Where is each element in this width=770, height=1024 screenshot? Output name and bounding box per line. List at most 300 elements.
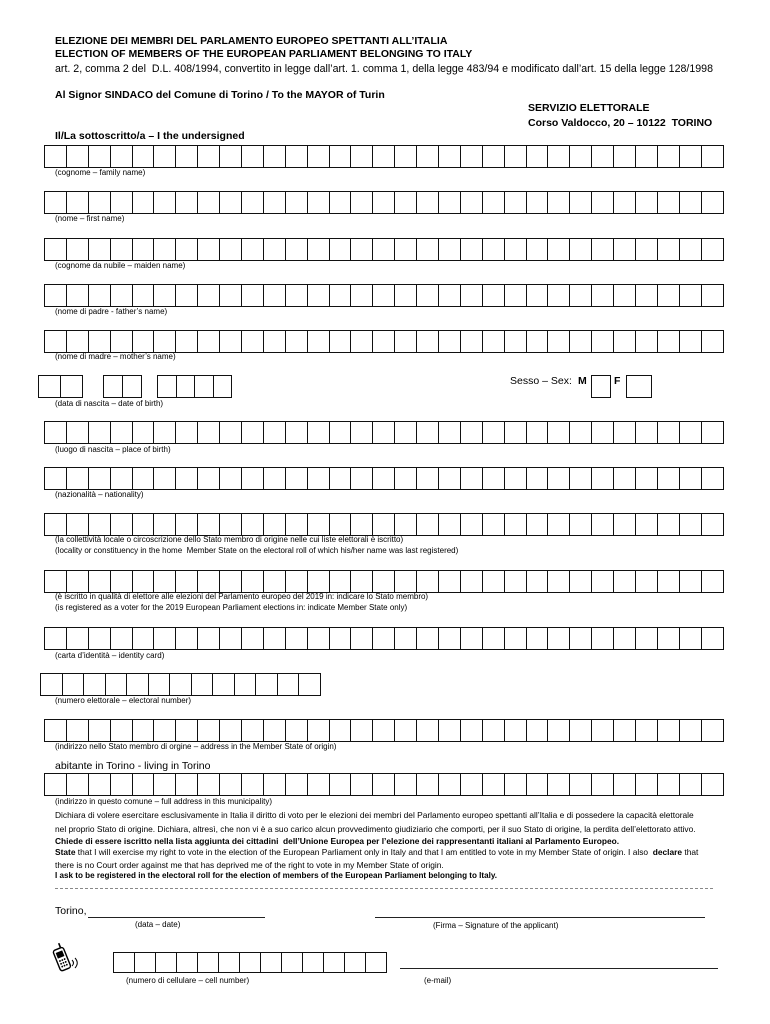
char-cell[interactable] bbox=[701, 331, 723, 352]
char-cell[interactable] bbox=[169, 674, 191, 695]
char-cell[interactable] bbox=[153, 331, 175, 352]
char-cell[interactable] bbox=[504, 285, 526, 306]
char-cell[interactable] bbox=[66, 239, 88, 260]
char-cell[interactable] bbox=[153, 468, 175, 489]
char-cell[interactable] bbox=[701, 514, 723, 535]
mother-name-boxes[interactable] bbox=[44, 330, 724, 353]
char-cell[interactable] bbox=[329, 774, 351, 795]
char-cell[interactable] bbox=[372, 571, 394, 592]
char-cell[interactable] bbox=[482, 628, 504, 649]
char-cell[interactable] bbox=[66, 514, 88, 535]
char-cell[interactable] bbox=[110, 628, 132, 649]
char-cell[interactable] bbox=[66, 146, 88, 167]
char-cell[interactable] bbox=[176, 376, 195, 397]
char-cell[interactable] bbox=[591, 774, 613, 795]
email-line[interactable] bbox=[400, 968, 718, 969]
char-cell[interactable] bbox=[701, 720, 723, 741]
char-cell[interactable] bbox=[88, 571, 110, 592]
char-cell[interactable] bbox=[350, 422, 372, 443]
char-cell[interactable] bbox=[281, 953, 302, 972]
char-cell[interactable] bbox=[394, 285, 416, 306]
char-cell[interactable] bbox=[547, 571, 569, 592]
char-cell[interactable] bbox=[591, 146, 613, 167]
char-cell[interactable] bbox=[679, 571, 701, 592]
char-cell[interactable] bbox=[110, 331, 132, 352]
char-cell[interactable] bbox=[132, 514, 154, 535]
char-cell[interactable] bbox=[66, 628, 88, 649]
char-cell[interactable] bbox=[218, 953, 239, 972]
char-cell[interactable] bbox=[504, 192, 526, 213]
char-cell[interactable] bbox=[88, 422, 110, 443]
char-cell[interactable] bbox=[88, 285, 110, 306]
address-origin-boxes[interactable] bbox=[44, 719, 724, 742]
char-cell[interactable] bbox=[241, 571, 263, 592]
char-cell[interactable] bbox=[416, 720, 438, 741]
char-cell[interactable] bbox=[657, 468, 679, 489]
char-cell[interactable] bbox=[307, 422, 329, 443]
char-cell[interactable] bbox=[679, 628, 701, 649]
char-cell[interactable] bbox=[126, 674, 148, 695]
char-cell[interactable] bbox=[175, 514, 197, 535]
char-cell[interactable] bbox=[263, 422, 285, 443]
char-cell[interactable] bbox=[329, 239, 351, 260]
char-cell[interactable] bbox=[569, 628, 591, 649]
char-cell[interactable] bbox=[44, 720, 66, 741]
char-cell[interactable] bbox=[88, 331, 110, 352]
char-cell[interactable] bbox=[372, 514, 394, 535]
char-cell[interactable] bbox=[88, 514, 110, 535]
char-cell[interactable] bbox=[329, 514, 351, 535]
char-cell[interactable] bbox=[591, 468, 613, 489]
char-cell[interactable] bbox=[460, 285, 482, 306]
char-cell[interactable] bbox=[350, 514, 372, 535]
char-cell[interactable] bbox=[482, 146, 504, 167]
char-cell[interactable] bbox=[547, 422, 569, 443]
char-cell[interactable] bbox=[416, 146, 438, 167]
char-cell[interactable] bbox=[526, 239, 548, 260]
char-cell[interactable] bbox=[613, 468, 635, 489]
char-cell[interactable] bbox=[122, 376, 141, 397]
char-cell[interactable] bbox=[591, 514, 613, 535]
char-cell[interactable] bbox=[482, 331, 504, 352]
char-cell[interactable] bbox=[44, 146, 66, 167]
char-cell[interactable] bbox=[394, 571, 416, 592]
char-cell[interactable] bbox=[613, 285, 635, 306]
char-cell[interactable] bbox=[344, 953, 365, 972]
char-cell[interactable] bbox=[153, 720, 175, 741]
birth-year-boxes[interactable] bbox=[157, 375, 232, 398]
char-cell[interactable] bbox=[263, 239, 285, 260]
char-cell[interactable] bbox=[350, 192, 372, 213]
char-cell[interactable] bbox=[153, 571, 175, 592]
char-cell[interactable] bbox=[219, 239, 241, 260]
char-cell[interactable] bbox=[197, 720, 219, 741]
char-cell[interactable] bbox=[110, 468, 132, 489]
char-cell[interactable] bbox=[679, 514, 701, 535]
char-cell[interactable] bbox=[591, 571, 613, 592]
char-cell[interactable] bbox=[569, 720, 591, 741]
char-cell[interactable] bbox=[350, 774, 372, 795]
char-cell[interactable] bbox=[197, 514, 219, 535]
char-cell[interactable] bbox=[504, 628, 526, 649]
char-cell[interactable] bbox=[526, 720, 548, 741]
char-cell[interactable] bbox=[44, 628, 66, 649]
char-cell[interactable] bbox=[197, 953, 218, 972]
char-cell[interactable] bbox=[526, 571, 548, 592]
char-cell[interactable] bbox=[547, 468, 569, 489]
char-cell[interactable] bbox=[255, 674, 277, 695]
char-cell[interactable] bbox=[482, 468, 504, 489]
char-cell[interactable] bbox=[44, 239, 66, 260]
char-cell[interactable] bbox=[241, 239, 263, 260]
char-cell[interactable] bbox=[197, 774, 219, 795]
char-cell[interactable] bbox=[547, 774, 569, 795]
char-cell[interactable] bbox=[197, 146, 219, 167]
char-cell[interactable] bbox=[263, 331, 285, 352]
char-cell[interactable] bbox=[635, 331, 657, 352]
char-cell[interactable] bbox=[416, 285, 438, 306]
char-cell[interactable] bbox=[38, 376, 60, 397]
char-cell[interactable] bbox=[153, 514, 175, 535]
char-cell[interactable] bbox=[197, 192, 219, 213]
char-cell[interactable] bbox=[307, 720, 329, 741]
char-cell[interactable] bbox=[416, 422, 438, 443]
char-cell[interactable] bbox=[613, 331, 635, 352]
char-cell[interactable] bbox=[701, 239, 723, 260]
char-cell[interactable] bbox=[504, 720, 526, 741]
char-cell[interactable] bbox=[372, 239, 394, 260]
char-cell[interactable] bbox=[635, 514, 657, 535]
char-cell[interactable] bbox=[307, 571, 329, 592]
char-cell[interactable] bbox=[635, 285, 657, 306]
char-cell[interactable] bbox=[329, 720, 351, 741]
char-cell[interactable] bbox=[372, 720, 394, 741]
char-cell[interactable] bbox=[438, 468, 460, 489]
char-cell[interactable] bbox=[504, 239, 526, 260]
char-cell[interactable] bbox=[62, 674, 84, 695]
char-cell[interactable] bbox=[350, 628, 372, 649]
char-cell[interactable] bbox=[613, 514, 635, 535]
char-cell[interactable] bbox=[657, 192, 679, 213]
char-cell[interactable] bbox=[657, 146, 679, 167]
char-cell[interactable] bbox=[635, 146, 657, 167]
char-cell[interactable] bbox=[241, 514, 263, 535]
char-cell[interactable] bbox=[153, 146, 175, 167]
char-cell[interactable] bbox=[239, 953, 260, 972]
char-cell[interactable] bbox=[350, 468, 372, 489]
father-name-boxes[interactable] bbox=[44, 284, 724, 307]
char-cell[interactable] bbox=[263, 774, 285, 795]
char-cell[interactable] bbox=[175, 468, 197, 489]
char-cell[interactable] bbox=[197, 628, 219, 649]
char-cell[interactable] bbox=[635, 628, 657, 649]
char-cell[interactable] bbox=[110, 192, 132, 213]
char-cell[interactable] bbox=[569, 422, 591, 443]
char-cell[interactable] bbox=[350, 239, 372, 260]
char-cell[interactable] bbox=[438, 331, 460, 352]
char-cell[interactable] bbox=[263, 285, 285, 306]
char-cell[interactable] bbox=[219, 720, 241, 741]
char-cell[interactable] bbox=[153, 628, 175, 649]
char-cell[interactable] bbox=[329, 422, 351, 443]
char-cell[interactable] bbox=[460, 239, 482, 260]
char-cell[interactable] bbox=[110, 571, 132, 592]
char-cell[interactable] bbox=[88, 146, 110, 167]
char-cell[interactable] bbox=[350, 720, 372, 741]
char-cell[interactable] bbox=[307, 331, 329, 352]
char-cell[interactable] bbox=[372, 774, 394, 795]
char-cell[interactable] bbox=[307, 239, 329, 260]
char-cell[interactable] bbox=[241, 285, 263, 306]
char-cell[interactable] bbox=[66, 192, 88, 213]
char-cell[interactable] bbox=[679, 146, 701, 167]
char-cell[interactable] bbox=[175, 720, 197, 741]
char-cell[interactable] bbox=[526, 628, 548, 649]
char-cell[interactable] bbox=[194, 376, 213, 397]
char-cell[interactable] bbox=[241, 192, 263, 213]
char-cell[interactable] bbox=[66, 331, 88, 352]
char-cell[interactable] bbox=[416, 774, 438, 795]
char-cell[interactable] bbox=[329, 628, 351, 649]
char-cell[interactable] bbox=[482, 720, 504, 741]
char-cell[interactable] bbox=[110, 720, 132, 741]
char-cell[interactable] bbox=[132, 146, 154, 167]
char-cell[interactable] bbox=[260, 953, 281, 972]
char-cell[interactable] bbox=[547, 720, 569, 741]
char-cell[interactable] bbox=[44, 422, 66, 443]
char-cell[interactable] bbox=[148, 674, 170, 695]
char-cell[interactable] bbox=[416, 239, 438, 260]
char-cell[interactable] bbox=[66, 774, 88, 795]
char-cell[interactable] bbox=[88, 628, 110, 649]
char-cell[interactable] bbox=[66, 720, 88, 741]
char-cell[interactable] bbox=[175, 571, 197, 592]
char-cell[interactable] bbox=[613, 571, 635, 592]
char-cell[interactable] bbox=[416, 628, 438, 649]
char-cell[interactable] bbox=[613, 628, 635, 649]
char-cell[interactable] bbox=[66, 422, 88, 443]
cell-number-boxes[interactable] bbox=[113, 952, 387, 973]
char-cell[interactable] bbox=[285, 571, 307, 592]
char-cell[interactable] bbox=[157, 376, 176, 397]
char-cell[interactable] bbox=[635, 720, 657, 741]
char-cell[interactable] bbox=[482, 514, 504, 535]
char-cell[interactable] bbox=[307, 774, 329, 795]
char-cell[interactable] bbox=[307, 628, 329, 649]
char-cell[interactable] bbox=[307, 514, 329, 535]
char-cell[interactable] bbox=[285, 468, 307, 489]
char-cell[interactable] bbox=[132, 331, 154, 352]
char-cell[interactable] bbox=[285, 285, 307, 306]
locality-boxes[interactable] bbox=[44, 513, 724, 536]
char-cell[interactable] bbox=[679, 774, 701, 795]
char-cell[interactable] bbox=[591, 376, 610, 397]
char-cell[interactable] bbox=[153, 285, 175, 306]
char-cell[interactable] bbox=[350, 571, 372, 592]
char-cell[interactable] bbox=[105, 674, 127, 695]
char-cell[interactable] bbox=[526, 422, 548, 443]
char-cell[interactable] bbox=[569, 468, 591, 489]
char-cell[interactable] bbox=[679, 285, 701, 306]
char-cell[interactable] bbox=[263, 146, 285, 167]
char-cell[interactable] bbox=[679, 331, 701, 352]
char-cell[interactable] bbox=[679, 192, 701, 213]
char-cell[interactable] bbox=[679, 239, 701, 260]
char-cell[interactable] bbox=[394, 774, 416, 795]
char-cell[interactable] bbox=[416, 468, 438, 489]
char-cell[interactable] bbox=[657, 422, 679, 443]
char-cell[interactable] bbox=[504, 468, 526, 489]
char-cell[interactable] bbox=[234, 674, 256, 695]
char-cell[interactable] bbox=[263, 468, 285, 489]
char-cell[interactable] bbox=[591, 422, 613, 443]
char-cell[interactable] bbox=[134, 953, 155, 972]
char-cell[interactable] bbox=[197, 285, 219, 306]
char-cell[interactable] bbox=[329, 331, 351, 352]
char-cell[interactable] bbox=[197, 468, 219, 489]
char-cell[interactable] bbox=[569, 239, 591, 260]
char-cell[interactable] bbox=[613, 422, 635, 443]
char-cell[interactable] bbox=[460, 628, 482, 649]
char-cell[interactable] bbox=[394, 146, 416, 167]
char-cell[interactable] bbox=[175, 192, 197, 213]
char-cell[interactable] bbox=[701, 628, 723, 649]
char-cell[interactable] bbox=[504, 571, 526, 592]
char-cell[interactable] bbox=[438, 514, 460, 535]
char-cell[interactable] bbox=[88, 720, 110, 741]
char-cell[interactable] bbox=[416, 571, 438, 592]
char-cell[interactable] bbox=[44, 774, 66, 795]
char-cell[interactable] bbox=[110, 146, 132, 167]
char-cell[interactable] bbox=[329, 146, 351, 167]
char-cell[interactable] bbox=[679, 720, 701, 741]
char-cell[interactable] bbox=[460, 774, 482, 795]
char-cell[interactable] bbox=[416, 514, 438, 535]
char-cell[interactable] bbox=[88, 468, 110, 489]
char-cell[interactable] bbox=[329, 571, 351, 592]
char-cell[interactable] bbox=[460, 192, 482, 213]
char-cell[interactable] bbox=[657, 628, 679, 649]
char-cell[interactable] bbox=[110, 285, 132, 306]
char-cell[interactable] bbox=[372, 422, 394, 443]
char-cell[interactable] bbox=[569, 146, 591, 167]
char-cell[interactable] bbox=[219, 514, 241, 535]
char-cell[interactable] bbox=[175, 422, 197, 443]
char-cell[interactable] bbox=[569, 514, 591, 535]
char-cell[interactable] bbox=[679, 422, 701, 443]
sex-male-box[interactable] bbox=[591, 375, 611, 398]
char-cell[interactable] bbox=[460, 422, 482, 443]
char-cell[interactable] bbox=[219, 774, 241, 795]
char-cell[interactable] bbox=[175, 285, 197, 306]
char-cell[interactable] bbox=[372, 628, 394, 649]
char-cell[interactable] bbox=[591, 285, 613, 306]
char-cell[interactable] bbox=[110, 514, 132, 535]
char-cell[interactable] bbox=[329, 468, 351, 489]
char-cell[interactable] bbox=[241, 628, 263, 649]
char-cell[interactable] bbox=[132, 628, 154, 649]
char-cell[interactable] bbox=[701, 146, 723, 167]
char-cell[interactable] bbox=[285, 514, 307, 535]
char-cell[interactable] bbox=[504, 146, 526, 167]
char-cell[interactable] bbox=[113, 953, 134, 972]
char-cell[interactable] bbox=[394, 192, 416, 213]
char-cell[interactable] bbox=[482, 192, 504, 213]
char-cell[interactable] bbox=[591, 331, 613, 352]
char-cell[interactable] bbox=[44, 514, 66, 535]
char-cell[interactable] bbox=[547, 146, 569, 167]
char-cell[interactable] bbox=[460, 146, 482, 167]
char-cell[interactable] bbox=[302, 953, 323, 972]
char-cell[interactable] bbox=[191, 674, 213, 695]
char-cell[interactable] bbox=[657, 514, 679, 535]
char-cell[interactable] bbox=[547, 628, 569, 649]
char-cell[interactable] bbox=[197, 239, 219, 260]
char-cell[interactable] bbox=[701, 468, 723, 489]
char-cell[interactable] bbox=[701, 571, 723, 592]
char-cell[interactable] bbox=[438, 774, 460, 795]
first-name-boxes[interactable] bbox=[44, 191, 724, 214]
char-cell[interactable] bbox=[219, 468, 241, 489]
char-cell[interactable] bbox=[635, 422, 657, 443]
char-cell[interactable] bbox=[88, 774, 110, 795]
char-cell[interactable] bbox=[526, 514, 548, 535]
char-cell[interactable] bbox=[526, 285, 548, 306]
char-cell[interactable] bbox=[438, 628, 460, 649]
char-cell[interactable] bbox=[613, 239, 635, 260]
birth-month-boxes[interactable] bbox=[103, 375, 142, 398]
char-cell[interactable] bbox=[323, 953, 344, 972]
char-cell[interactable] bbox=[679, 468, 701, 489]
char-cell[interactable] bbox=[657, 331, 679, 352]
char-cell[interactable] bbox=[526, 774, 548, 795]
char-cell[interactable] bbox=[197, 571, 219, 592]
char-cell[interactable] bbox=[591, 192, 613, 213]
char-cell[interactable] bbox=[547, 239, 569, 260]
char-cell[interactable] bbox=[285, 192, 307, 213]
char-cell[interactable] bbox=[132, 571, 154, 592]
char-cell[interactable] bbox=[285, 774, 307, 795]
char-cell[interactable] bbox=[110, 239, 132, 260]
char-cell[interactable] bbox=[329, 285, 351, 306]
char-cell[interactable] bbox=[482, 285, 504, 306]
registered-state-boxes[interactable] bbox=[44, 570, 724, 593]
char-cell[interactable] bbox=[372, 192, 394, 213]
char-cell[interactable] bbox=[285, 331, 307, 352]
char-cell[interactable] bbox=[66, 285, 88, 306]
char-cell[interactable] bbox=[60, 376, 82, 397]
char-cell[interactable] bbox=[350, 146, 372, 167]
char-cell[interactable] bbox=[132, 285, 154, 306]
char-cell[interactable] bbox=[504, 422, 526, 443]
char-cell[interactable] bbox=[591, 720, 613, 741]
char-cell[interactable] bbox=[657, 720, 679, 741]
char-cell[interactable] bbox=[66, 571, 88, 592]
char-cell[interactable] bbox=[212, 674, 234, 695]
char-cell[interactable] bbox=[635, 571, 657, 592]
char-cell[interactable] bbox=[350, 285, 372, 306]
char-cell[interactable] bbox=[66, 468, 88, 489]
char-cell[interactable] bbox=[329, 192, 351, 213]
char-cell[interactable] bbox=[460, 331, 482, 352]
char-cell[interactable] bbox=[504, 331, 526, 352]
char-cell[interactable] bbox=[219, 571, 241, 592]
char-cell[interactable] bbox=[307, 192, 329, 213]
char-cell[interactable] bbox=[701, 422, 723, 443]
family-name-boxes[interactable] bbox=[44, 145, 724, 168]
char-cell[interactable] bbox=[526, 192, 548, 213]
char-cell[interactable] bbox=[569, 774, 591, 795]
